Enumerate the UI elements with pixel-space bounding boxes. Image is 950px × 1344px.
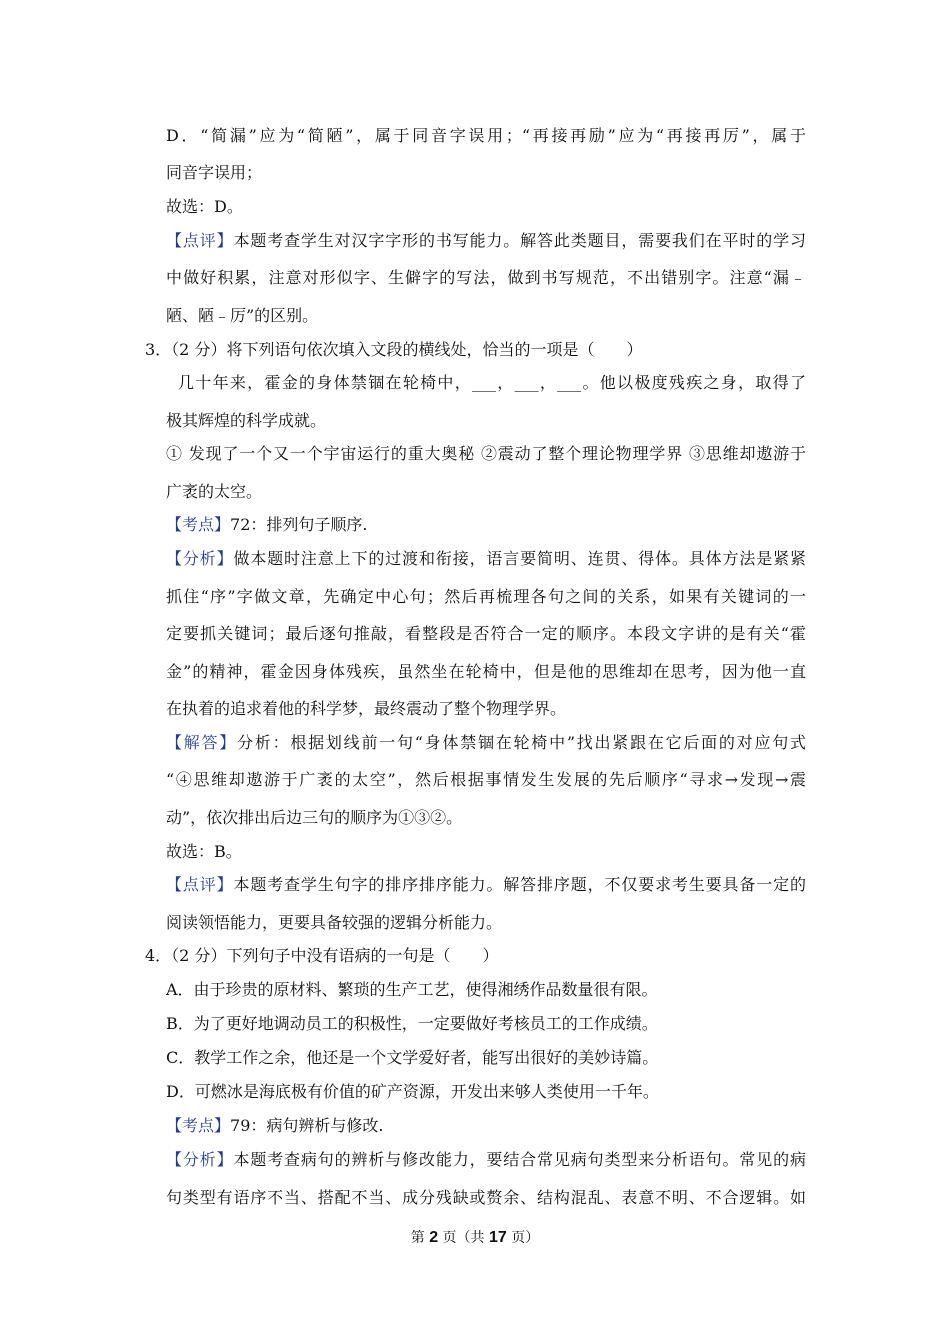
text-line — [166, 699, 566, 719]
line-text: C．教学工作之余，他还是一个文学爱好者，能写出很好的美妙诗篇。 — [166, 1048, 659, 1067]
line-text: 故选：D。 — [166, 197, 243, 216]
line-text: 72：排列句子顺序. — [230, 515, 368, 534]
section-tag: 【点评】 — [166, 231, 234, 250]
line-text: 金”的精神，霍金因身体残疾，虽然坐在轮椅中，但是他的思维却在思考，因为他一直 — [166, 662, 806, 681]
line-text: D．可燃冰是海底极有价值的矿产资源，开发出来够人类使用一千年。 — [166, 1082, 659, 1101]
line-text: 句类型有语序不当、搭配不当、成分残缺或赘余、结构混乱、表意不明、不合逻辑。如 — [166, 1188, 806, 1207]
line-text: 陋、陋﹣厉”的区别。 — [166, 306, 319, 325]
line-text: 抓住“序”字做文章，先确定中心句；然后再梳理各句之间的关系，如果有关键词的一 — [166, 587, 806, 606]
line-text: 广袤的太空。 — [166, 482, 263, 501]
line-text: 几十年来，霍金的身体禁锢在轮椅中，___，___，___。他以极度残疾之身，取得了 — [178, 373, 806, 392]
section-tag: 【考点】 — [166, 1116, 231, 1135]
text-line — [166, 231, 806, 251]
line-text: ① 发现了一个又一个宇宙运行的重大奥秘 ②震动了整个理论物理学界 ③思维却遨游于 — [166, 444, 806, 463]
line-text: 4．（2 分）下列句子中没有语病的一句是（ ） — [145, 946, 499, 965]
text-line — [166, 444, 806, 464]
text-line — [166, 1188, 806, 1208]
section-tag: 【点评】 — [166, 875, 234, 894]
section-tag: 【分析】 — [166, 549, 234, 568]
text-line — [166, 624, 806, 644]
line-text: 分析：根据划线前一句“身体禁锢在轮椅中”找出紧跟在它后面的对应句式 — [237, 733, 806, 752]
line-text: 阅读领悟能力，更要具备较强的逻辑分析能力。 — [166, 913, 503, 932]
line-text: D．“简漏”应为“简陋”，属于同音字误用；“再接再励”应为“再接再厉”，属于 — [166, 126, 806, 145]
line-text: 同音字误用； — [166, 163, 263, 182]
text-line — [166, 1116, 383, 1136]
line-text: 在执着的追求着他的科学梦，最终震动了整个物理学界。 — [166, 699, 567, 718]
line-text: 3．（2 分）将下列语句依次填入文段的横线处，恰当的一项是（ ） — [145, 340, 643, 359]
line-text: 中做好积累，注意对形似字、生僻字的写法，做到书写规范，不出错别字。注意“漏﹣ — [166, 268, 806, 287]
text-line — [166, 662, 806, 682]
text-line — [166, 1082, 659, 1102]
line-text: 本题考查病句的辨析与修改能力，要结合常见病句类型来分析语句。常见的病 — [233, 1150, 806, 1169]
text-line — [145, 340, 642, 360]
footer-suffix: 页） — [506, 1230, 540, 1246]
text-line — [166, 411, 326, 431]
line-text: 故选：B。 — [166, 842, 242, 861]
line-text: 本题考查学生对汉字字形的书写能力。解答此类题目，需要我们在平时的学习 — [233, 231, 806, 250]
page-footer — [0, 1228, 950, 1248]
text-line — [166, 980, 658, 1000]
line-text: B．为了更好地调动员工的积极性，一定要做好考核员工的工作成绩。 — [166, 1014, 658, 1033]
total-page-count: 17 — [489, 1229, 507, 1246]
text-line — [166, 733, 806, 753]
text-line — [178, 373, 806, 393]
section-tag: 【分析】 — [166, 1150, 234, 1169]
text-line — [166, 126, 806, 146]
line-text: “④思维却遨游于广袤的太空”，然后根据事情发生发展的先后顺序“寻求→发现→震 — [166, 770, 806, 789]
text-line — [166, 842, 242, 862]
text-line — [166, 770, 806, 790]
line-text: 79：病句辨析与修改. — [230, 1116, 384, 1135]
text-line — [166, 1150, 806, 1170]
text-line — [145, 946, 498, 966]
text-line — [166, 587, 806, 607]
section-tag: 【考点】 — [166, 515, 231, 534]
line-text: A．由于珍贵的原材料、繁琐的生产工艺，使得湘绣作品数量很有限。 — [166, 980, 658, 999]
text-line — [166, 482, 262, 502]
line-text: 极其辉煌的科学成就。 — [166, 411, 327, 430]
line-text: 动”，依次排出后边三句的顺序为①③②。 — [166, 808, 463, 827]
text-line — [166, 1048, 658, 1068]
text-line — [166, 268, 806, 288]
text-line — [166, 808, 462, 828]
footer-prefix: 第 — [410, 1230, 430, 1246]
text-line — [166, 875, 806, 895]
text-line — [166, 913, 502, 933]
text-line — [166, 163, 262, 183]
text-line — [166, 1014, 658, 1034]
current-page-number: 2 — [429, 1229, 439, 1246]
footer-middle: 页（共 — [438, 1230, 489, 1246]
line-text: 定要抓关键词；最后逐句推敲，看整段是否符合一定的顺序。本段文字讲的是有关“霍 — [166, 624, 806, 643]
text-line — [166, 515, 367, 535]
text-line — [166, 197, 243, 217]
text-line — [166, 306, 318, 326]
line-text: 本题考查学生句字的排序排序能力。解答排序题，不仅要求考生要具备一定的 — [233, 875, 806, 894]
section-tag: 【解答】 — [166, 733, 238, 752]
line-text: 做本题时注意上下的过渡和衔接，语言要简明、连贯、得体。具体方法是紧紧 — [233, 549, 806, 568]
text-line — [166, 549, 806, 569]
